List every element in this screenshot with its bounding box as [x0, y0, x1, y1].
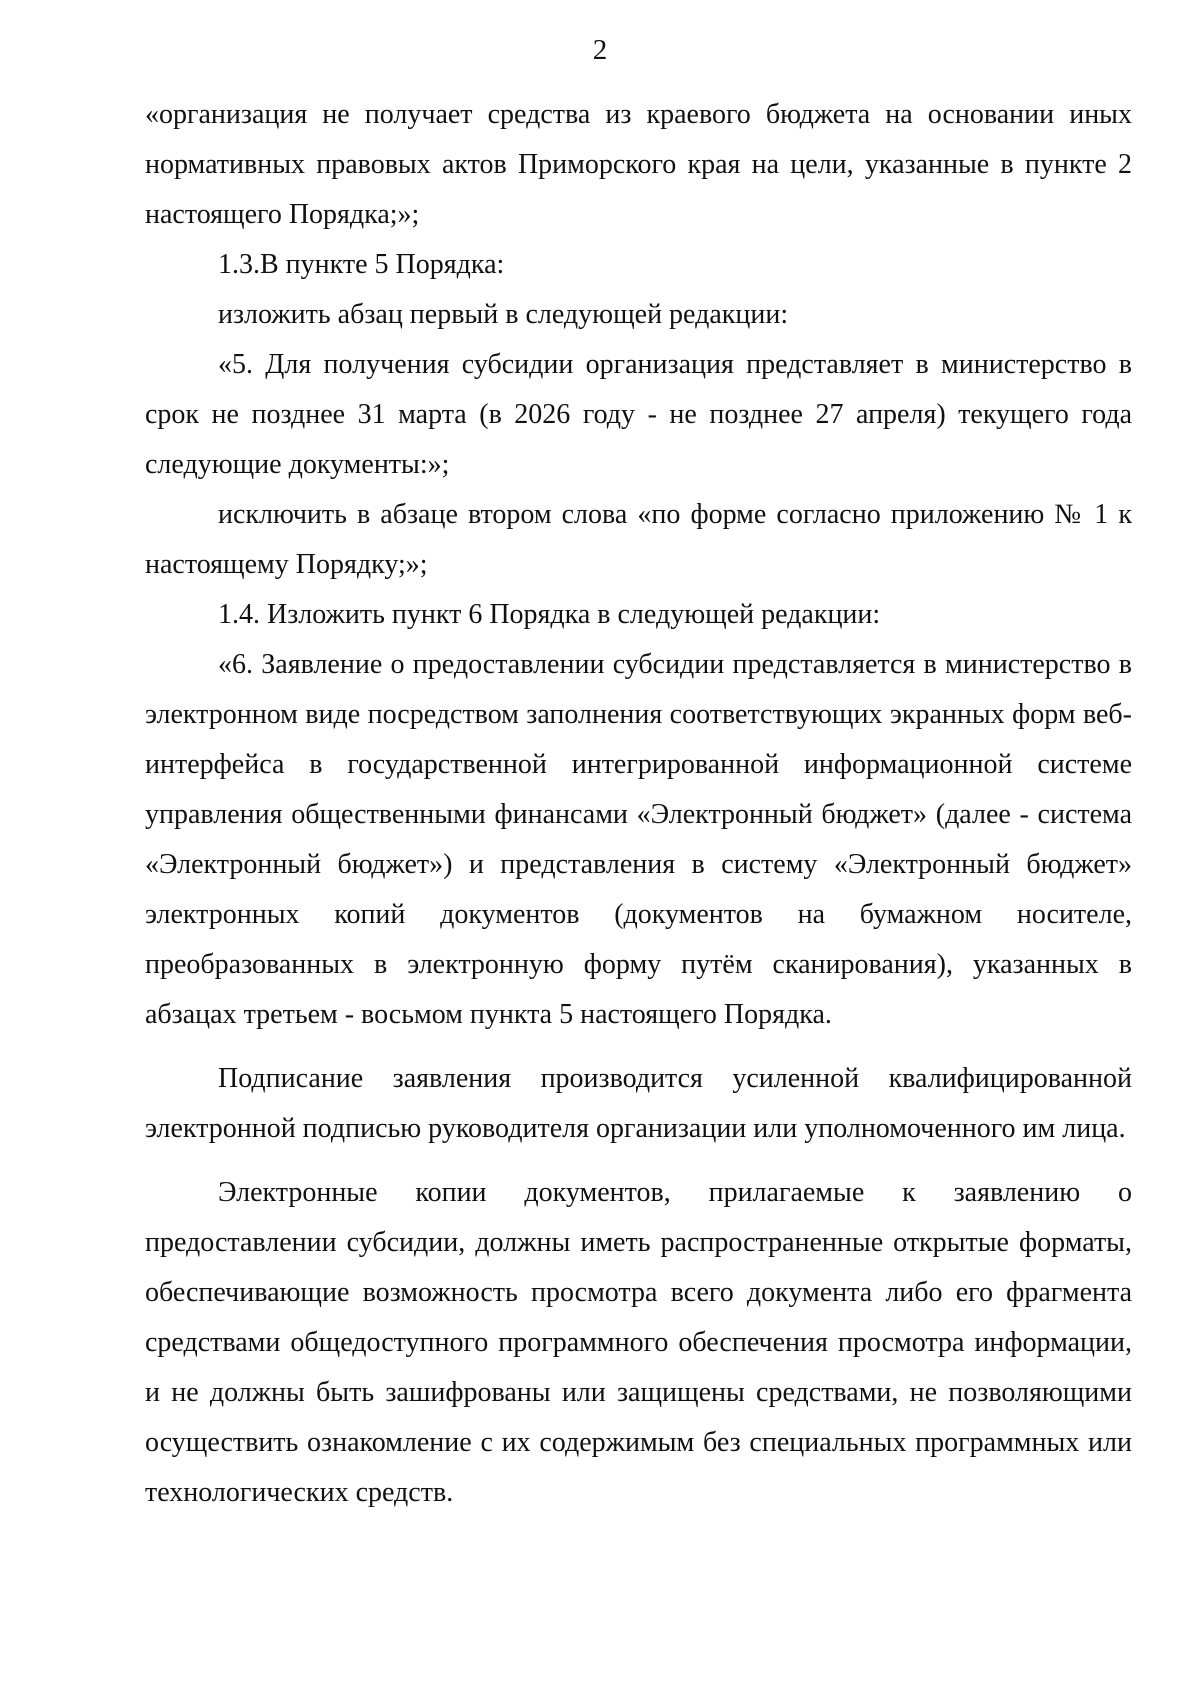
- paragraph-9: Электронные копии документов, прилагаемые к заявлению о предоставлении субсидии, должны иметь распространенные открытые форматы, обеспечивающие возможность просмотра всего документа либо его фрагмента средствами общедоступного программного обеспечения просмотра информации, и не должны быть зашифрованы или защищены средствами, не позволяющими осуществить ознакомление с их содержимым без специальных программных или технологических средств.: [145, 1177, 1132, 1508]
- paragraph-6: 1.4. Изложить пункт 6 Порядка в следующей редакции:: [218, 599, 881, 630]
- paragraph-2: 1.3.В пункте 5 Порядка:: [218, 249, 505, 280]
- paragraph-spacer: [145, 1040, 1132, 1054]
- paragraph-5: исключить в абзаце втором слова «по форме согласно приложению № 1 к настоящему Порядку;»;: [145, 499, 1132, 580]
- paragraph-1: «организация не получает средства из краевого бюджета на основании иных нормативных правовых актов Приморского края на цели, указанные в пункте 2 настоящего Порядка;»;: [145, 99, 1132, 230]
- paragraph-spacer: [145, 1154, 1132, 1168]
- paragraph-8: Подписание заявления производится усиленной квалифицированной электронной подписью руководителя организации или уполномоченного им лица.: [145, 1063, 1132, 1144]
- document-body: [145, 90, 1132, 1518]
- paragraph-7: «6. Заявление о предоставлении субсидии представляется в министерство в электронном виде посредством заполнения соответствующих экранных форм веб-интерфейса в государственной интегрированной информационной системе управления общественными финансами «Электронный бюджет» (далее - система «Электронный бюджет») и представления в систему «Электронный бюджет» электронных копий документов (документов на бумажном носителе, преобразованных в электронную форму путём сканирования), указанных в абзацах третьем - восьмом пункта 5 настоящего Порядка.: [145, 649, 1132, 1030]
- page-number: 2: [592, 34, 608, 66]
- paragraph-3: изложить абзац первый в следующей редакции:: [218, 299, 789, 330]
- paragraph-4: «5. Для получения субсидии организация представляет в министерство в срок не позднее 31 марта (в 2026 году - не позднее 27 апреля) текущего года следующие документы:»;: [145, 349, 1132, 480]
